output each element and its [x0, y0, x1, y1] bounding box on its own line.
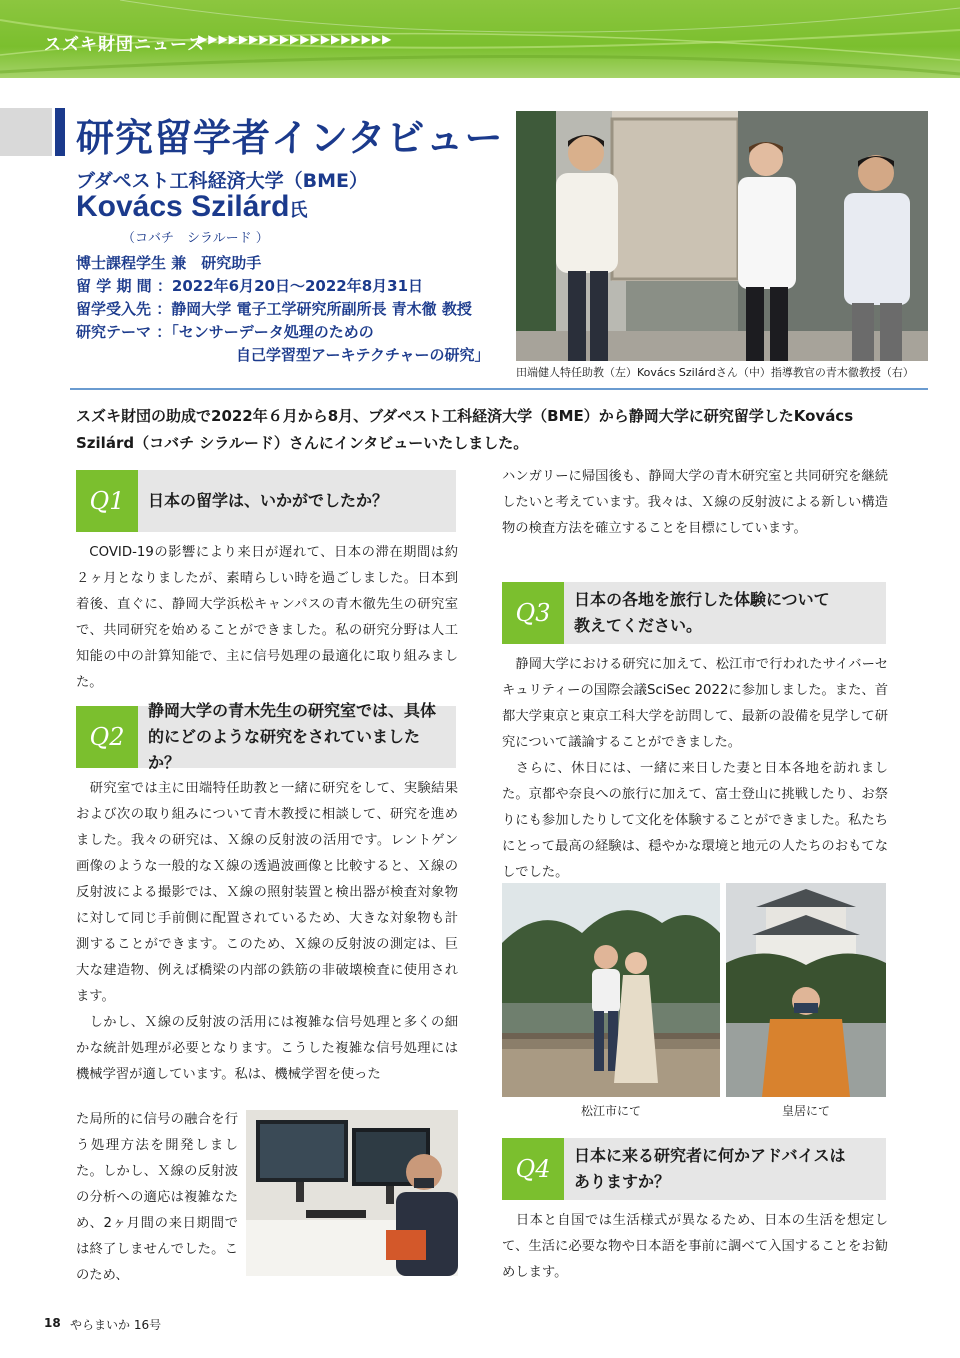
title-bar-background — [0, 108, 52, 156]
interviewee-name — [76, 190, 307, 224]
question-text-line: 静岡大学の青木先生の研究室では、具体的にどのような研究をされていましたか？ — [148, 701, 437, 772]
answer-q2-continued — [502, 464, 888, 542]
matsue-photo — [502, 883, 720, 1097]
info-theme: 研究テーマ ：「センサーデータ処理のための — [76, 323, 374, 341]
question-label: Q3 — [502, 582, 564, 644]
question-text — [574, 582, 878, 644]
question-box-q1 — [76, 470, 456, 532]
page-number: 18 — [44, 1316, 61, 1330]
intro-text: スズキ財団の助成で2022年６月から8月、ブダペスト工科経済大学（BME）から静岡大学に研究留学したKovács Szilárd（コバチ シラルード）さんにインタビューいたしました。 — [76, 407, 854, 452]
palace-caption: 皇居にて — [781, 1104, 830, 1118]
answer-q4 — [502, 1208, 888, 1286]
question-label: Q1 — [76, 470, 138, 532]
answer-text: ハンガリーに帰国後も、静岡大学の青木研究室と共同研究を継続したいと考えています。我々は、Ｘ線の反射波による新しい構造物の検査方法を確立することを目標にしています。 — [502, 469, 888, 536]
question-text-line: 日本に来る研究者に何かアドバイスは — [574, 1146, 846, 1165]
divider — [70, 388, 928, 390]
question-text-line: 日本の各地を旅行した体験について — [574, 590, 830, 609]
interviewee-name-text: Kovács Szilárd — [76, 190, 290, 223]
answer-text: 研究室では主に田端特任助教と一緒に研究をして、実験結果および次の取り組みについて青木教授に相談して、研究を進めました。我々の研究は、Ｘ線の反射波の活用です。レントゲン画像のような一般的なＸ線の透過波画像と比較すると、Ｘ線の反射波による撮影では、Ｘ線の照射装置と検出器が検査対象物に対して同じ手前側に配置されているため、大きな対象物も計測することができます。このため、Ｘ線の反射波の測定は、巨大な建造物、例えば橋梁の内部の鉄筋の非破壊検査に使用されます。 — [76, 781, 458, 1004]
question-text-line: ありますか？ — [574, 1172, 671, 1191]
info-position: 博士課程学生 兼 研究助手 — [76, 254, 262, 272]
question-text — [148, 470, 448, 532]
question-box-q2 — [76, 701, 456, 772]
section-title: スズキ財団ニュース — [44, 35, 206, 55]
answer-q1 — [76, 540, 458, 696]
question-box-q4 — [502, 1138, 886, 1200]
magazine-name: やらまいか 16号 — [70, 1318, 162, 1332]
question-text-line: 日本の留学は、いかがでしたか？ — [148, 491, 389, 510]
question-text-line: 教えてください。 — [574, 616, 703, 635]
info-host: 留学受入先 ：静岡大学 電子工学研究所副所長 青木徹 教授 — [76, 300, 472, 318]
group-photo-caption: 田端健人特任助教（左）Kovács Szilárdさん（中）指導教官の青木徹教授（右） — [516, 366, 914, 379]
answer-text: 日本と自国では生活様式が異なるため、日本の生活を想定して、生活に必要な物や日本語を事前に調べて入国することをお勧めします。 — [502, 1213, 888, 1280]
page-title: 研究留学者インタビュー — [76, 116, 504, 160]
answer-q2 — [76, 776, 458, 1088]
question-label: Q4 — [502, 1138, 564, 1200]
office-photo — [246, 1110, 458, 1276]
answer-text: た局所的に信号の融合を行う処理方法を開発しました。しかし、Ｘ線の反射波の分析への適応は複雑なため、2ヶ月間の来日期間では終了しませんでした。このため、 — [76, 1112, 238, 1283]
imperial-palace-photo — [726, 883, 886, 1097]
answer-q3 — [502, 652, 888, 886]
header-arrows: ▶▶▶▶▶▶▶▶▶▶▶▶▶▶▶▶▶▶▶ — [198, 32, 393, 46]
title-accent-bar — [55, 108, 65, 156]
question-text — [574, 1138, 878, 1200]
info-theme-continued: 自己学習型アーキテクチャーの研究」 — [236, 346, 490, 364]
answer-text: 静岡大学における研究に加えて、松江市で行われたサイバーセキュリティーの国際会議SciSec 2022に参加しました。また、首都大学東京と東京工科大学を訪問して、最新の設備を見学して研究について議論することができました。 — [502, 657, 888, 750]
answer-text: しかし、Ｘ線の反射波の活用には複雑な信号処理と多くの細かな統計処理が必要となります。こうした複雑な信号処理には機械学習が適しています。私は、機械学習を使った — [76, 1015, 458, 1082]
university-name: ブダペスト工科経済大学（BME） — [76, 170, 369, 192]
question-label: Q2 — [76, 706, 138, 768]
answer-text: さらに、休日には、一緒に来日した妻と日本各地を訪れました。京都や奈良への旅行に加えて、富士登山に挑戦したり、お祭りにも参加したりして文化を体験することができました。私たちにとって最高の経験は、穏やかな環境と地元の人たちのおもてなしでした。 — [502, 761, 888, 880]
matsue-caption: 松江市にて — [580, 1104, 641, 1118]
group-photo — [516, 111, 928, 361]
question-box-q3 — [502, 582, 886, 644]
info-period: 留 学 期 間 ：2022年6月20日～2022年8月31日 — [76, 277, 424, 295]
name-honorific: 氏 — [289, 200, 308, 220]
question-text — [148, 701, 448, 772]
answer-q2-narrow — [76, 1107, 238, 1289]
answer-text: COVID-19の影響により来日が遅れて、日本の滞在期間は約２ヶ月となりましたが、素晴らしい時を過ごしました。日本到着後、直ぐに、静岡大学浜松キャンパスの青木徹先生の研究室で、共同研究を始めることができました。私の研究分野は人工知能の中の計算知能で、主に信号処理の最適化に取り組みました。 — [76, 545, 458, 690]
name-reading: （コバチ シラルード ） — [122, 231, 269, 246]
